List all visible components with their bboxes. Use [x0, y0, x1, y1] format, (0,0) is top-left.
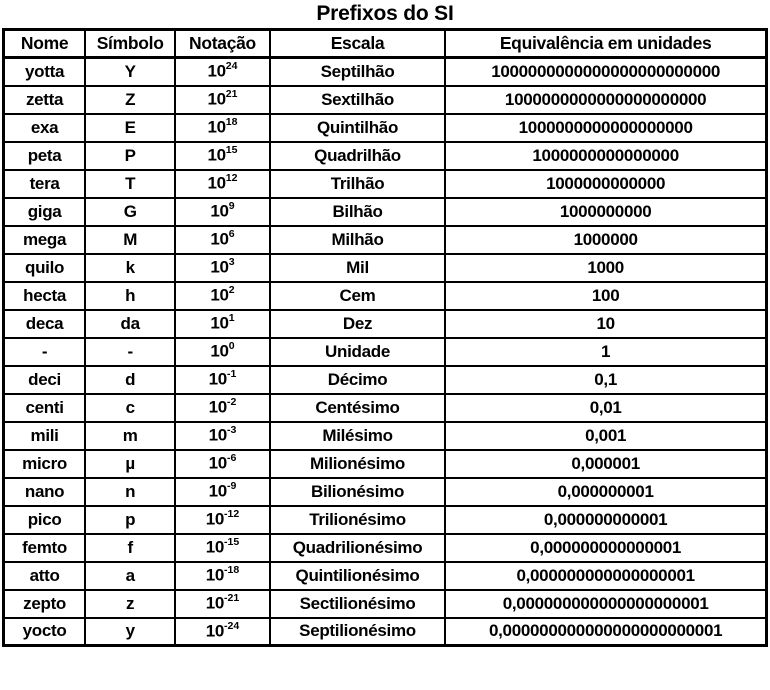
notation-exponent: 21	[225, 88, 238, 101]
cell-simbolo: G	[85, 198, 175, 226]
cell-equivalencia: 0,000000000001	[445, 506, 766, 534]
page-title: Prefixos do SI	[316, 2, 454, 25]
cell-nome: nano	[4, 478, 86, 506]
cell-equivalencia: 0,001	[445, 422, 766, 450]
notation-exponent: -21	[224, 592, 240, 605]
cell-escala: Cem	[270, 282, 445, 310]
cell-equivalencia: 1	[445, 338, 766, 366]
notation-exponent: 9	[228, 200, 235, 213]
cell-equivalencia: 1000000000000000000000000	[445, 58, 766, 86]
cell-nome: yocto	[4, 618, 86, 646]
table-row	[4, 58, 767, 86]
table-row	[4, 86, 767, 114]
table-row	[4, 422, 767, 450]
notation-exponent: -6	[226, 452, 237, 465]
cell-equivalencia: 1000000000	[445, 198, 766, 226]
cell-equivalencia: 1000000000000000000	[445, 114, 766, 142]
cell-escala: Quadrilionésimo	[270, 534, 445, 562]
cell-simbolo: y	[85, 618, 175, 646]
cell-notacao: $10^3$	[175, 254, 270, 282]
cell-nome: femto	[4, 534, 86, 562]
cell-notacao: $10^{-18}$	[175, 562, 270, 590]
notation-exponent: -9	[226, 480, 237, 493]
table-row	[4, 450, 767, 478]
cell-simbolo: k	[85, 254, 175, 282]
cell-nome: exa	[4, 114, 86, 142]
cell-escala: Sextilhão	[270, 86, 445, 114]
cell-notacao: $10^{-9}$	[175, 478, 270, 506]
cell-equivalencia: 0,000000001	[445, 478, 766, 506]
table-row	[4, 310, 767, 338]
cell-nome: zepto	[4, 590, 86, 618]
cell-notacao: $10^{15}$	[175, 142, 270, 170]
cell-escala: Quintilhão	[270, 114, 445, 142]
table-row	[4, 254, 767, 282]
cell-simbolo: m	[85, 422, 175, 450]
cell-nome: hecta	[4, 282, 86, 310]
cell-notacao: $10^{-21}$	[175, 590, 270, 618]
cell-escala: Trilhão	[270, 170, 445, 198]
cell-equivalencia: 1000000000000000	[445, 142, 766, 170]
header-nome: Nome	[4, 30, 86, 58]
table-row	[4, 170, 767, 198]
table-row	[4, 366, 767, 394]
header-simbolo: Símbolo	[85, 30, 175, 58]
cell-equivalencia: 100	[445, 282, 766, 310]
table-row	[4, 282, 767, 310]
notation-exponent: -3	[226, 424, 237, 437]
cell-equivalencia: 0,000000000000000000000001	[445, 618, 766, 646]
cell-equivalencia: 0,000001	[445, 450, 766, 478]
cell-notacao: $10^{24}$	[175, 58, 270, 86]
table-row	[4, 506, 767, 534]
cell-equivalencia: 10	[445, 310, 766, 338]
cell-escala: Quadrilhão	[270, 142, 445, 170]
notation-exponent: 3	[228, 256, 235, 269]
cell-nome: yotta	[4, 58, 86, 86]
si-prefix-table	[2, 28, 768, 647]
notation-exponent: -24	[224, 619, 240, 632]
notation-exponent: -2	[226, 396, 237, 409]
cell-escala: Bilionésimo	[270, 478, 445, 506]
table-row	[4, 478, 767, 506]
cell-escala: Sectilionésimo	[270, 590, 445, 618]
cell-nome: micro	[4, 450, 86, 478]
cell-notacao: $10^9$	[175, 198, 270, 226]
cell-nome: centi	[4, 394, 86, 422]
cell-notacao: $10^{-1}$	[175, 366, 270, 394]
cell-nome: mili	[4, 422, 86, 450]
cell-escala: Trilionésimo	[270, 506, 445, 534]
cell-escala: Bilhão	[270, 198, 445, 226]
notation-exponent: 18	[225, 116, 238, 129]
cell-simbolo: n	[85, 478, 175, 506]
table-row	[4, 338, 767, 366]
table-row	[4, 618, 767, 646]
cell-simbolo: -	[85, 338, 175, 366]
cell-equivalencia: 0,000000000000000001	[445, 562, 766, 590]
cell-escala: Milhão	[270, 226, 445, 254]
cell-nome: zetta	[4, 86, 86, 114]
notation-exponent: 24	[225, 60, 238, 73]
cell-nome: tera	[4, 170, 86, 198]
cell-notacao: $10^{21}$	[175, 86, 270, 114]
cell-nome: -	[4, 338, 86, 366]
table-header	[4, 30, 767, 58]
cell-notacao: $10^{-2}$	[175, 394, 270, 422]
cell-simbolo: E	[85, 114, 175, 142]
notation-exponent: 6	[228, 228, 235, 241]
cell-escala: Septilhão	[270, 58, 445, 86]
table-body	[4, 58, 767, 646]
notation-exponent: -1	[226, 368, 237, 381]
cell-nome: pico	[4, 506, 86, 534]
cell-nome: deca	[4, 310, 86, 338]
notation-exponent: 2	[228, 284, 235, 297]
cell-notacao: $10^{18}$	[175, 114, 270, 142]
table-row	[4, 142, 767, 170]
cell-escala: Milionésimo	[270, 450, 445, 478]
cell-equivalencia: 1000000000000000000000	[445, 86, 766, 114]
cell-escala: Quintilionésimo	[270, 562, 445, 590]
cell-simbolo: da	[85, 310, 175, 338]
notation-exponent: 15	[225, 144, 238, 157]
notation-exponent: -18	[224, 564, 240, 577]
cell-simbolo: d	[85, 366, 175, 394]
cell-simbolo: f	[85, 534, 175, 562]
notation-exponent: -15	[224, 536, 240, 549]
cell-simbolo: µ	[85, 450, 175, 478]
cell-equivalencia: 0,000000000000000000001	[445, 590, 766, 618]
cell-equivalencia: 0,000000000000001	[445, 534, 766, 562]
cell-notacao: $10^{-6}$	[175, 450, 270, 478]
cell-simbolo: h	[85, 282, 175, 310]
cell-escala: Milésimo	[270, 422, 445, 450]
cell-simbolo: c	[85, 394, 175, 422]
cell-notacao: $10^{12}$	[175, 170, 270, 198]
cell-simbolo: M	[85, 226, 175, 254]
cell-nome: peta	[4, 142, 86, 170]
table-row	[4, 114, 767, 142]
cell-notacao: $10^6$	[175, 226, 270, 254]
header-notacao: Notação	[175, 30, 270, 58]
cell-nome: quilo	[4, 254, 86, 282]
cell-simbolo: p	[85, 506, 175, 534]
cell-notacao: $10^{-12}$	[175, 506, 270, 534]
cell-nome: deci	[4, 366, 86, 394]
cell-escala: Unidade	[270, 338, 445, 366]
cell-notacao: $10^{-24}$	[175, 618, 270, 646]
cell-equivalencia: 1000000	[445, 226, 766, 254]
cell-notacao: $10^2$	[175, 282, 270, 310]
header-equivalencia: Equivalência em unidades	[445, 30, 766, 58]
cell-escala: Centésimo	[270, 394, 445, 422]
cell-simbolo: z	[85, 590, 175, 618]
cell-nome: mega	[4, 226, 86, 254]
cell-nome: giga	[4, 198, 86, 226]
cell-escala: Mil	[270, 254, 445, 282]
cell-notacao: $10^{-15}$	[175, 534, 270, 562]
table-row	[4, 198, 767, 226]
cell-notacao: $10^{-3}$	[175, 422, 270, 450]
header-escala: Escala	[270, 30, 445, 58]
cell-simbolo: T	[85, 170, 175, 198]
header-row	[4, 30, 767, 58]
cell-equivalencia: 0,1	[445, 366, 766, 394]
cell-escala: Dez	[270, 310, 445, 338]
notation-exponent: 1	[228, 312, 235, 325]
cell-notacao: $10^1$	[175, 310, 270, 338]
cell-simbolo: a	[85, 562, 175, 590]
table-row	[4, 226, 767, 254]
cell-equivalencia: 1000	[445, 254, 766, 282]
cell-escala: Décimo	[270, 366, 445, 394]
cell-simbolo: P	[85, 142, 175, 170]
cell-simbolo: Y	[85, 58, 175, 86]
cell-simbolo: Z	[85, 86, 175, 114]
cell-equivalencia: 0,01	[445, 394, 766, 422]
table-row	[4, 394, 767, 422]
notation-exponent: -12	[224, 508, 240, 521]
table-row	[4, 562, 767, 590]
table-row	[4, 590, 767, 618]
cell-notacao: $10^0$	[175, 338, 270, 366]
cell-equivalencia: 1000000000000	[445, 170, 766, 198]
table-row	[4, 534, 767, 562]
cell-nome: atto	[4, 562, 86, 590]
notation-exponent: 0	[228, 340, 235, 353]
notation-exponent: 12	[225, 172, 238, 185]
cell-escala: Septilionésimo	[270, 618, 445, 646]
